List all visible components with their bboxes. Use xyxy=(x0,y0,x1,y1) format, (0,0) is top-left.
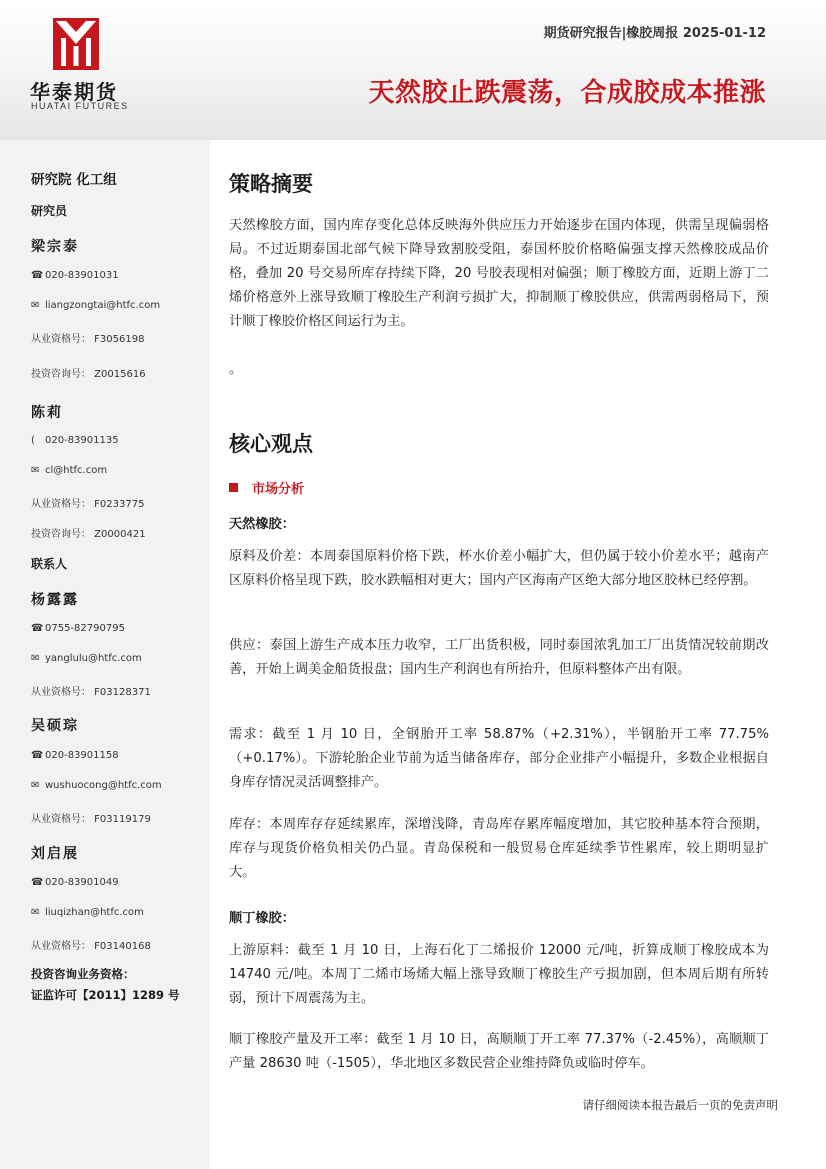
analyst-cert: 从业资格号： F3056198 xyxy=(31,334,145,345)
phone-icon: ☎ xyxy=(31,270,44,281)
phone-icon: ☎ xyxy=(31,877,44,888)
core-views-heading: 核心观点 xyxy=(229,432,313,456)
stray-period: 。 xyxy=(229,362,243,377)
br-upstream-paragraph: 上游原料：截至 1 月 10 日，上海石化丁二烯报价 12000 元/吨，折算成顺丁橡胶成本为 14740 元/吨。本周丁二烯市场烯大幅上涨导致顺丁橡胶生产亏损加剧，但本周后期有所转弱，预计下周震荡为主。 xyxy=(229,943,769,1006)
research-group: 研究院 化工组 xyxy=(31,172,117,188)
analyst-email: ✉ liuqizhan@htfc.com xyxy=(31,907,144,918)
br-output-paragraph: 顺丁橡胶产量及开工率：截至 1 月 10 日，高顺顺丁开工率 77.37%（-2.45%），高顺顺丁产量 28630 吨（-1505），华北地区多数民营企业维持降负或临时停车。 xyxy=(229,1032,769,1071)
analyst-cert: 从业资格号： F03128371 xyxy=(31,687,151,698)
analyst-cert: 从业资格号： F03140168 xyxy=(31,941,151,952)
phone-icon: ( xyxy=(31,435,35,446)
analyst-email: ✉ yanglulu@htfc.com xyxy=(31,653,142,664)
researchers-heading: 研究员 xyxy=(31,204,68,218)
analyst-name: 梁宗泰 xyxy=(31,239,79,255)
analyst-sidebar xyxy=(0,140,210,1169)
huatai-logo-icon xyxy=(53,18,99,70)
report-meta: 期货研究报告|橡胶周报 2025-01-12 xyxy=(543,26,766,41)
analyst-phone: ☎ 020-83901049 xyxy=(31,877,119,888)
phone-icon: ☎ xyxy=(31,623,44,634)
report-title: 天然胶止跌震荡，合成胶成本推涨 xyxy=(368,78,766,108)
mail-icon: ✉ xyxy=(31,300,40,311)
analyst-name: 杨露露 xyxy=(31,592,79,608)
square-bullet-icon xyxy=(229,483,238,492)
analyst-advisory: 投资咨询号： Z0015616 xyxy=(31,369,146,380)
license-label: 投资咨询业务资格： xyxy=(31,967,135,981)
nr-inventory-paragraph: 库存：本周库存存延续累库，深增浅降，青岛库存累库幅度增加，其它胶种基本符合预期，库存与现货价格负相关仍凸显。青岛保税和一般贸易仓库延续季节性累库，较上期明显扩大。 xyxy=(229,817,769,880)
analyst-name: 吴硕琮 xyxy=(31,718,79,734)
analyst-phone: ☎ 0755-82790795 xyxy=(31,623,125,634)
analyst-phone: ☎ 020-83901031 xyxy=(31,270,119,281)
analyst-cert: 从业资格号： F0233775 xyxy=(31,499,145,510)
analyst-phone: ( 020-83901135 xyxy=(31,435,119,446)
analyst-cert: 从业资格号： F03119179 xyxy=(31,814,151,825)
mail-icon: ✉ xyxy=(31,780,40,791)
analyst-email: ✉ cl@htfc.com xyxy=(31,465,108,476)
nr-demand-paragraph: 需求：截至 1 月 10 日，全钢胎开工率 58.87%（+2.31%），半钢胎开工率 77.75%（+0.17%）。下游轮胎企业节前为适当储备库存，部分企业排产小幅提升，多数企业根据自身库存情况灵活调整排产。 xyxy=(229,727,769,790)
phone-icon: ☎ xyxy=(31,750,44,761)
analyst-name: 陈莉 xyxy=(31,405,63,421)
market-analysis-heading: 市场分析 xyxy=(229,478,304,497)
mail-icon: ✉ xyxy=(31,907,40,918)
analyst-name: 刘启展 xyxy=(31,846,79,862)
mail-icon: ✉ xyxy=(31,465,40,476)
license-number: 证监许可【2011】1289 号 xyxy=(31,988,180,1002)
logo-text-cn: 华泰期货 xyxy=(30,80,118,104)
contacts-heading: 联系人 xyxy=(31,557,68,571)
natural-rubber-label: 天然橡胶： xyxy=(229,517,295,532)
nr-supply-paragraph: 供应：泰国上游生产成本压力收窄，工厂出货积极，同时泰国浓乳加工厂出货情况较前期改善，开始上调美金船货报盘；国内生产利润也有所抬升，但原料整体产出有限。 xyxy=(229,638,769,677)
analyst-phone: ☎ 020-83901158 xyxy=(31,750,119,761)
analyst-email: ✉ wushuocong@htfc.com xyxy=(31,780,162,791)
butadiene-rubber-label: 顺丁橡胶： xyxy=(229,911,295,926)
disclaimer-note: 请仔细阅读本报告最后一页的免责声明 xyxy=(582,1098,778,1112)
strategy-summary-heading: 策略摘要 xyxy=(229,172,313,196)
logo-text-en: HUATAI FUTURES xyxy=(31,101,129,111)
nr-raw-material-paragraph: 原料及价差：本周泰国原料价格下跌，杯水价差小幅扩大，但仍属于较小价差水平；越南产区原料价格呈现下跌，胶水跌幅相对更大；国内产区海南产区绝大部分地区胶林已经停割。 xyxy=(229,549,769,588)
analyst-email: ✉ liangzongtai@htfc.com xyxy=(31,300,161,311)
strategy-summary-text: 天然橡胶方面，国内库存变化总体反映海外供应压力开始逐步在国内体现，供需呈现偏弱格局。不过近期泰国北部气候下降导致割胶受阻，泰国杯胶价格略偏强支撑天然橡胶成品价格，叠加 20 号交易所库存持续下降，20 号胶表现相对偏强；顺丁橡胶方面，近期上游丁二烯价格意外上涨导致顺丁橡胶生产利润亏损扩大，抑制顺丁橡胶供应，供需两弱格局下，预计顺丁橡胶价格区间运行为主。 xyxy=(229,218,769,329)
mail-icon: ✉ xyxy=(31,653,40,664)
report-header xyxy=(0,0,826,140)
analyst-advisory: 投资咨询号： Z0000421 xyxy=(31,529,146,540)
